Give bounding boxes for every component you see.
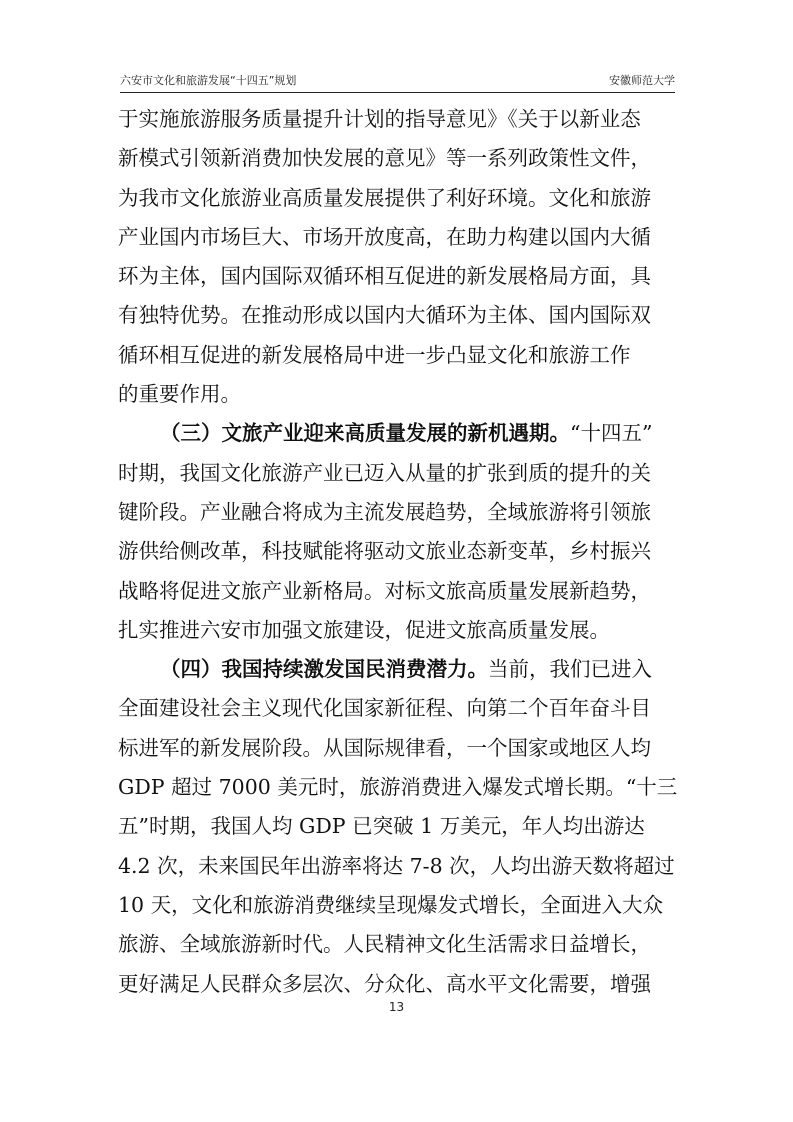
paragraph-consumption-potential xyxy=(118,650,678,1004)
text-line: 全面建设社会主义现代化国家新征程、向第二个百年奋斗目 xyxy=(118,696,651,721)
text-line: 环为主体，国内国际双循环相互促进的新发展格局方面，具 xyxy=(118,264,651,289)
text-line: 于实施旅游服务质量提升计划的指导意见》《关于以新业态 xyxy=(118,107,641,131)
header-document-title: 六安市文化和旅游发展“十四五”规划 xyxy=(120,74,297,87)
text-line: 为我市文化旅游业高质量发展提供了利好环境。文化和旅游 xyxy=(118,185,651,210)
text-line: 4.2 次，未来国民年出游率将达 7-8 次，人均出游天数将超过 xyxy=(118,853,675,878)
text-line: 10 天，文化和旅游消费继续呈现爆发式增长，全面进入大众 xyxy=(118,892,664,917)
text-line: 五”时期，我国人均 GDP 已突破 1 万美元，年人均出游达 xyxy=(118,814,645,839)
text-line: 有独特优势。在推动形成以国内大循环为主体、国内国际双 xyxy=(118,303,651,328)
text-line: 时期，我国文化旅游产业已迈入从量的扩张到质的提升的关 xyxy=(118,460,651,485)
text-line: 产业国内市场巨大、市场开放度高，在助力构建以国内大循 xyxy=(118,224,651,249)
text-line: 循环相互促进的新发展格局中进一步凸显文化和旅游工作 xyxy=(118,342,631,367)
text-line xyxy=(118,414,678,453)
header-institution: 安徽师范大学 xyxy=(609,74,675,87)
running-header xyxy=(120,70,675,93)
text-line: 更好满足人民群众多层次、分众化、高水平文化需要，增强 xyxy=(118,971,651,996)
heading-continuation: 当前，我们已进入 xyxy=(488,657,652,682)
page-number: 13 xyxy=(388,1000,405,1014)
text-line: 扎实推进六安市加强文旅建设，促进文旅高质量发展。 xyxy=(118,617,610,642)
text-line: 战略将促进文旅产业新格局。对标文旅高质量发展新趋势， xyxy=(118,578,651,603)
heading-continuation: “十四五” xyxy=(570,421,653,446)
text-line: 新模式引领新消费加快发展的意见》等一系列政策性文件， xyxy=(118,146,651,171)
section-heading: （四）我国持续激发国民消费潜力。 xyxy=(160,657,488,682)
text-line: GDP 超过 7000 美元时，旅游消费进入爆发式增长期。“十三 xyxy=(118,775,678,800)
text-line: 键阶段。产业融合将成为主流发展趋势，全域旅游将引领旅 xyxy=(118,499,651,524)
section-heading: （三）文旅产业迎来高质量发展的新机遇期。 xyxy=(160,421,570,446)
text-line: 的重要作用。 xyxy=(118,382,241,407)
paragraph-policy-environment xyxy=(118,100,678,414)
text-line: 游供给侧改革，科技赋能将驱动文旅业态新变革，乡村振兴 xyxy=(118,539,651,564)
text-line: 旅游、全域旅游新时代。人民精神文化生活需求日益增长， xyxy=(118,932,651,957)
paragraph-new-opportunity xyxy=(118,414,678,650)
document-body xyxy=(118,100,678,1004)
text-line: 标进军的新发展阶段。从国际规律看，一个国家或地区人均 xyxy=(118,735,651,760)
text-line xyxy=(118,650,678,689)
